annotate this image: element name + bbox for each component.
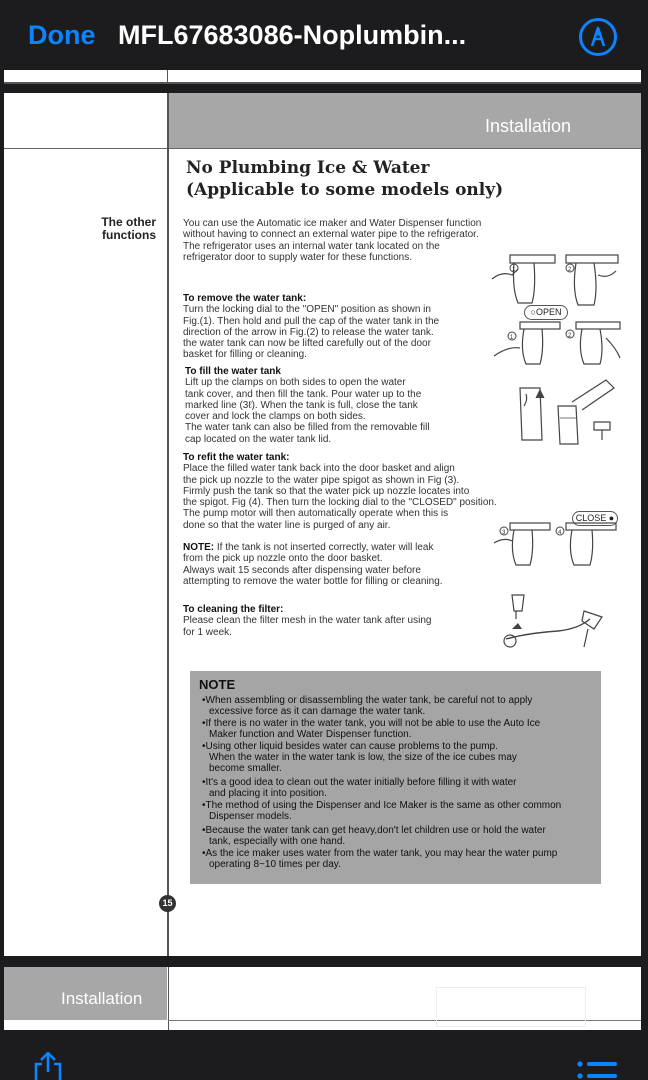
note-item-text: The method of using the Dispenser and Ice Maker is the same as other common Dispenser models. (205, 800, 562, 822)
refit-section (183, 452, 497, 531)
remove-figure-1-2b (490, 318, 625, 368)
note-item (199, 800, 592, 822)
note-item-text: It's a good idea to clean out the water initially before filling it with water and placing it into position. (205, 777, 517, 799)
fig-label-2: 2 (568, 267, 572, 273)
next-page-faint-box (436, 987, 586, 1027)
section-title: Installation (484, 116, 571, 136)
next-page-column-divider (168, 967, 169, 1037)
document-page[interactable] (4, 93, 641, 956)
filter-section (183, 604, 431, 638)
page-number: 15 (159, 895, 176, 912)
page-title-line1: No Plumbing Ice & Water (186, 158, 430, 178)
open-label: OPEN (535, 307, 562, 317)
refit-text: Place the filled water tank back into the door basket and align the pick up nozzle to the water pipe spigot as shown in Fig (3). Firmly push the tank so that the water pick up nozzle locates into the spigot. Fig (4). Then turn the locking dial to the "CLOSED" position. The pump motor will then automatically operate when this is done so that the water line is purged of any air. (183, 463, 497, 531)
note-item (199, 848, 592, 870)
note-item-text: As the ice maker uses water from the water tank, you may hear the water pump operating 8~10 times per day. (205, 848, 558, 870)
page-title (186, 157, 503, 201)
bullet: • (202, 741, 206, 752)
note-inline-text: If the tank is not inserted correctly, water will leak from the pick up nozzle onto the door basket. Always wait 15 seconds after dispensing water before attempting to remove the water bottle for filling or cleaning. (183, 542, 443, 587)
next-page-title: Installation (61, 989, 143, 1008)
fill-text: Lift up the clamps on both sides to open the water tank cover, and then fill the tank. Pour water up to the marked line (3ℓ). When the tank is full, close the tank cover and lock the clamps on both sides. The water tank can also be filled from the removable fill cap located on the water tank lid. (185, 377, 430, 445)
bullet: • (202, 848, 206, 859)
filter-figure (498, 589, 608, 654)
bullet: • (202, 825, 206, 836)
bullet: • (202, 695, 206, 706)
bullet: • (202, 777, 206, 788)
fig-label-4: 4 (558, 530, 562, 536)
intro-text: You can use the Automatic ice maker and Water Dispenser function without having to connect an external water pipe to the refrigerator. The refrigerator uses an internal water tank located on the refrigerator door to supply water for these functions. (183, 218, 482, 263)
bottom-toolbar (0, 1030, 648, 1080)
note-item (199, 825, 592, 847)
open-label-badge: ○OPEN (524, 305, 568, 320)
note-box-title: NOTE (199, 677, 236, 692)
column-divider (167, 93, 169, 956)
fill-heading: To fill the water tank (185, 366, 281, 377)
note-item-text: Using other liquid besides water can cause problems to the pump. When the water in the water tank is low, the size of the ice cubes may become smaller. (205, 741, 517, 774)
next-page-top[interactable] (4, 967, 641, 1037)
bullet: • (202, 800, 206, 811)
section-header-band (168, 93, 641, 148)
note-inline (183, 542, 443, 587)
note-item (199, 718, 592, 740)
side-label: The other functions (101, 215, 156, 242)
remove-text: Turn the locking dial to the "OPEN" position as shown in Fig.(1). Then hold and pull the cap of the water tank in the direction of the arrow in Fig.(2) to release the water tank. the water tank can now be lifted carefully out of the door basket for filling or cleaning. (183, 304, 440, 361)
previous-page-bottom (4, 70, 641, 84)
fig-label-1b: 1 (510, 335, 514, 341)
filter-heading: To cleaning the filter: (183, 604, 284, 615)
close-label: CLOSE (575, 513, 607, 523)
note-item-text: When assembling or disassembling the water tank, be careful not to apply excessive force as it can damage the water tank. (205, 695, 533, 717)
fill-section (185, 366, 430, 445)
top-toolbar (0, 0, 648, 76)
fig-label-1: 1 (512, 267, 516, 273)
note-box (190, 671, 601, 884)
share-icon[interactable] (30, 1052, 66, 1080)
refit-figure-3-4 (492, 519, 622, 569)
note-item-text: Because the water tank can get heavy,don't let children use or hold the water tank, especially with one hand. (205, 825, 546, 847)
fill-figure (514, 376, 619, 448)
note-item (199, 695, 592, 717)
note-item (199, 741, 592, 774)
list-icon[interactable] (576, 1060, 618, 1080)
remove-section (183, 293, 439, 361)
remove-heading: To remove the water tank: (183, 293, 307, 304)
filter-text: Please clean the filter mesh in the water tank after using for 1 week. (183, 615, 432, 638)
fig-label-2b: 2 (568, 333, 572, 339)
document-title: MFL67683086-Noplumbin... (118, 20, 467, 50)
done-button[interactable]: Done (28, 20, 96, 50)
close-label-badge: CLOSE ● (572, 511, 618, 526)
note-item-text: If there is no water in the water tank, you will not be able to use the Auto Ice Maker function and Water Dispenser function. (205, 718, 541, 740)
bullet: • (202, 718, 206, 729)
header-divider (4, 148, 641, 149)
fig-label-3: 3 (502, 530, 506, 536)
refit-heading: To refit the water tank: (183, 452, 290, 463)
remove-figure-1-2 (488, 249, 623, 309)
note-inline-label: NOTE: (183, 542, 215, 553)
note-item (199, 777, 592, 799)
page-title-line2: (Applicable to some models only) (186, 180, 504, 200)
markup-pen-icon[interactable] (578, 17, 618, 57)
